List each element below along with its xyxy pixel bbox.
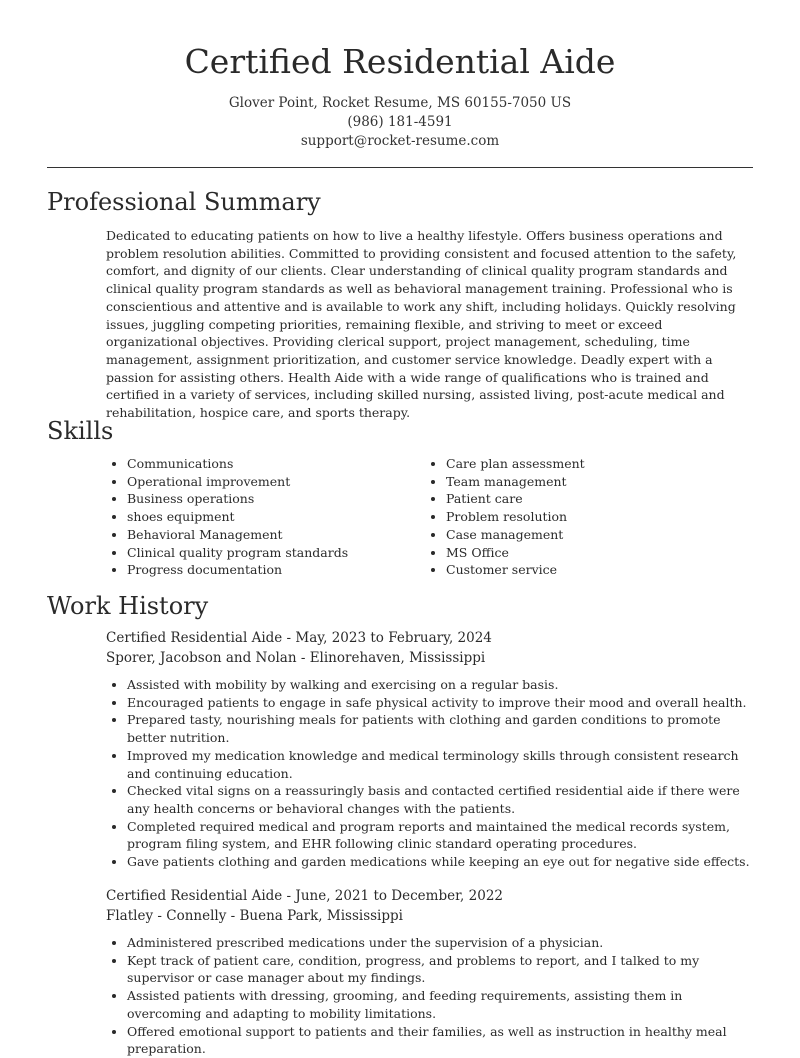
contact-address: Glover Point, Rocket Resume, MS 60155-7050 US [228, 95, 572, 111]
skill-item: • Patient care [446, 490, 744, 508]
job-dates: May, 2023 to February, 2024 [295, 630, 492, 646]
job-location: Elinorehaven, Mississippi [309, 649, 486, 666]
job-bullet: • Kept track of patient care, condition, progress, and problems to report, and I talked to my supervisor or case manager about my findings. [127, 952, 756, 987]
skill-item: • Care plan assessment [446, 455, 744, 473]
work-history-heading: Work History [47, 592, 209, 620]
job-bullets [106, 934, 756, 1058]
skill-item: • Communications [127, 455, 425, 473]
job-company-line: Flatley - Connelly - Buena Park, Mississippi [106, 907, 403, 924]
job-role: Certified Residential Aide [106, 630, 283, 646]
job-entry [106, 887, 756, 1058]
job-bullet: • Administered prescribed medications under the supervision of a physician. [127, 934, 756, 952]
summary-text: Dedicated to educating patients on how to live a healthy lifestyle. Offers business operations and problem resolution abilities. Committed to providing consistent and focused attention to the safety, comfort, and dignity of our clients. Clear understanding of clinical quality program standards and clinical quality program standards as well as behavioral management training. Professional who is conscientious and attentive and is available to work any shift, including holidays. Quickly resolving issues, juggling competing priorities, remaining flexible, and striving to meet or exceed organizational objectives. Providing clerical support, project management, scheduling, time management, assignment prioritization, and customer service knowledge. Deadly expert with a passion for assisting others. Health Aide with a wide range of qualifications who is trained and certified in a variety of services, including skilled nursing, assisted living, post-acute medical and rehabilitation, hospice care, and sports therapy. [106, 228, 737, 421]
job-bullet: • Assisted patients with dressing, grooming, and feeding requirements, assisting them in overcoming and adapting to mobility limitations. [127, 987, 756, 1022]
job-company: Flatley - Connelly [106, 907, 227, 924]
contact-phone: (986) 181-4591 [347, 114, 453, 130]
job-title-line: Certified Residential Aide - June, 2021 to December, 2022 [106, 888, 503, 904]
summary-heading: Professional Summary [47, 188, 321, 216]
job-bullet: • Prepared tasty, nourishing meals for patients with clothing and garden conditions to promote better nutrition. [127, 711, 756, 746]
skill-item: • Team management [446, 473, 744, 491]
header-divider [47, 167, 753, 168]
skills-list-right [425, 455, 744, 579]
skill-item: • Customer service [446, 561, 744, 579]
job-company: Sporer, Jacobson and Nolan [106, 649, 297, 666]
candidate-name: Certified Residential Aide [184, 42, 616, 81]
resume-header [0, 0, 800, 151]
skills-list-left [106, 455, 425, 579]
skill-item: • Operational improvement [127, 473, 425, 491]
job-bullet: • Assisted with mobility by walking and exercising on a regular basis. [127, 676, 756, 694]
job-bullet: • Checked vital signs on a reassuringly basis and contacted certified residential aide if there were any health concerns or behavioral changes with the patients. [127, 782, 756, 817]
job-entry [106, 629, 756, 871]
skill-item: • Problem resolution [446, 508, 744, 526]
skill-item: • Case management [446, 526, 744, 544]
job-bullet: • Completed required medical and program reports and maintained the medical records system, program filing system, and EHR following clinic standard operating procedures. [127, 818, 756, 853]
skill-item: • Business operations [127, 490, 425, 508]
job-dates: June, 2021 to December, 2022 [295, 888, 503, 904]
contact-block [0, 94, 800, 151]
contact-email: support@rocket-resume.com [300, 133, 500, 149]
job-bullet: • Gave patients clothing and garden medications while keeping an eye out for negative side effects. [127, 853, 756, 871]
skill-item: • Progress documentation [127, 561, 425, 579]
skills-heading: Skills [47, 417, 114, 445]
skills-grid [106, 455, 766, 579]
job-location: Buena Park, Mississippi [239, 907, 403, 924]
skill-item: • Behavioral Management [127, 526, 425, 544]
job-company-line: Sporer, Jacobson and Nolan - Elinorehaven, Mississippi [106, 649, 486, 666]
skill-item: • shoes equipment [127, 508, 425, 526]
job-bullet: • Offered emotional support to patients and their families, as well as instruction in healthy meal preparation. [127, 1023, 756, 1058]
skill-item: • MS Office [446, 544, 744, 562]
job-title-line: Certified Residential Aide - May, 2023 to February, 2024 [106, 630, 492, 646]
skill-item: • Clinical quality program standards [127, 544, 425, 562]
job-bullets [106, 676, 756, 871]
job-bullet: • Encouraged patients to engage in safe physical activity to improve their mood and overall health. [127, 694, 756, 712]
job-bullet: • Improved my medication knowledge and medical terminology skills through consistent research and continuing education. [127, 747, 756, 782]
job-role: Certified Residential Aide [106, 888, 283, 904]
